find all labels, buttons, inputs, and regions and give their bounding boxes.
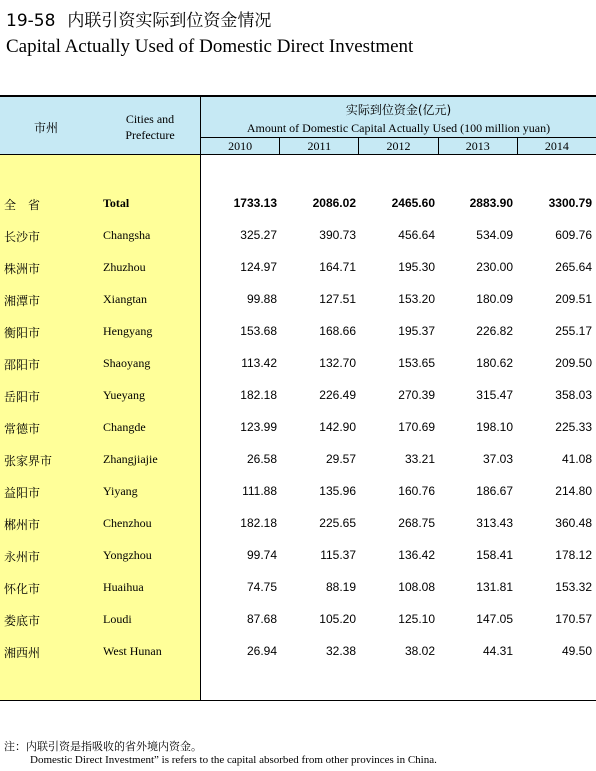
cell-value: 170.69 [398, 420, 435, 434]
row-name-en: Huaihua [103, 580, 144, 594]
cell-value: 270.39 [398, 388, 435, 402]
page-title-en: Capital Actually Used of Domestic Direct Investment [6, 36, 414, 57]
cell-value: 131.81 [476, 580, 513, 594]
cell-value: 2465.60 [391, 196, 435, 210]
cell-value: 534.09 [476, 228, 513, 242]
row-name-en: Total [103, 196, 130, 210]
cell-value: 214.80 [555, 484, 592, 498]
cell-value: 255.17 [555, 324, 592, 338]
year-header: 2011 [279, 138, 358, 155]
cell-value: 315.47 [476, 388, 513, 402]
cell-value: 230.00 [476, 260, 513, 274]
cell-value: 115.37 [320, 548, 356, 562]
year-header: 2010 [228, 139, 253, 153]
cell-value: 26.94 [246, 644, 277, 658]
cell-value: 2883.90 [469, 196, 513, 210]
cell-value: 88.19 [325, 580, 356, 594]
table-row-total [0, 188, 596, 220]
header-measure-en: Amount of Domestic Capital Actually Used (100 million yuan) [246, 121, 551, 135]
table-row [0, 284, 596, 316]
cell-value: 609.76 [555, 228, 592, 242]
row-name-cn: 益阳市 [4, 486, 41, 500]
row-name-cn: 常德市 [4, 422, 41, 436]
cell-value: 158.41 [476, 548, 513, 562]
cell-value: 313.43 [476, 516, 513, 530]
cell-value: 3300.79 [548, 196, 592, 210]
cell-value: 168.66 [319, 324, 356, 338]
row-name-en: Loudi [103, 612, 132, 626]
header-region-cn: 市州 [34, 121, 59, 135]
row-name-cn: 株洲市 [4, 262, 41, 276]
table-row [0, 412, 596, 444]
row-name-en: Shaoyang [103, 356, 151, 370]
table-row [0, 508, 596, 540]
row-name-en: West Hunan [103, 644, 162, 658]
cell-value: 180.09 [476, 292, 513, 306]
cell-value: 41.08 [561, 452, 592, 466]
cell-value: 153.68 [240, 324, 277, 338]
table-row [0, 348, 596, 380]
row-name-cn: 衡阳市 [4, 326, 41, 340]
row-name-en: Yongzhou [103, 548, 152, 562]
cell-value: 180.62 [476, 356, 513, 370]
row-name-en: Changde [103, 420, 146, 434]
page-title-cn [6, 6, 271, 31]
table-row [0, 604, 596, 636]
cell-value: 113.42 [241, 356, 277, 370]
cell-value: 135.96 [319, 484, 356, 498]
cell-value: 108.08 [398, 580, 435, 594]
cell-value: 99.88 [246, 292, 277, 306]
cell-value: 132.70 [319, 356, 356, 370]
cell-value: 105.20 [319, 612, 356, 626]
header-region-en [110, 111, 190, 143]
cell-value: 142.90 [319, 420, 356, 434]
row-name-cn: 邵阳市 [4, 358, 41, 372]
row-name-cn: 岳阳市 [4, 390, 41, 404]
cell-value: 198.10 [476, 420, 513, 434]
cell-value: 136.42 [398, 548, 435, 562]
cell-value: 147.05 [476, 612, 513, 626]
cell-value: 153.20 [398, 292, 435, 306]
row-name-en: Zhangjiajie [103, 452, 158, 466]
cell-value: 195.30 [398, 260, 435, 274]
cell-value: 123.99 [240, 420, 277, 434]
year-header: 2012 [358, 138, 437, 155]
cell-value: 226.49 [319, 388, 356, 402]
header-measure-cn: 实际到位资金(亿元) [345, 103, 452, 117]
cell-value: 225.33 [555, 420, 592, 434]
cell-value: 182.18 [240, 516, 277, 530]
footnote-cn: 注：内联引资是指吸收的省外境内资金。 [4, 740, 202, 753]
cell-value: 225.65 [319, 516, 356, 530]
cell-value: 160.76 [398, 484, 435, 498]
title-cn-text: 内联引资实际到位资金情况 [67, 11, 272, 31]
cell-value: 33.21 [404, 452, 435, 466]
cell-value: 26.58 [246, 452, 277, 466]
table-header [0, 95, 596, 155]
cell-value: 226.82 [476, 324, 513, 338]
table-row [0, 252, 596, 284]
cell-value: 44.31 [482, 644, 513, 658]
row-name-en: Zhuzhou [103, 260, 146, 274]
table-row [0, 220, 596, 252]
table-row [0, 476, 596, 508]
row-name-en: Hengyang [103, 324, 153, 338]
cell-value: 32.38 [325, 644, 356, 658]
cell-value: 195.37 [398, 324, 435, 338]
footnote-en: Domestic Direct Investment” is refers to the capital absorbed from other provinces in China. [30, 754, 437, 766]
cell-value: 37.03 [482, 452, 513, 466]
table-row [0, 572, 596, 604]
cell-value: 29.57 [325, 452, 356, 466]
row-name-en: Yueyang [103, 388, 145, 402]
cell-value: 358.03 [555, 388, 592, 402]
cell-value: 390.73 [319, 228, 356, 242]
row-name-cn: 湘潭市 [4, 294, 41, 308]
cell-value: 325.27 [240, 228, 277, 242]
table-row [0, 380, 596, 412]
row-name-cn: 怀化市 [4, 582, 41, 596]
cell-value: 360.48 [555, 516, 592, 530]
cell-value: 111.88 [242, 484, 277, 498]
cell-value: 456.64 [398, 228, 435, 242]
row-name-cn: 全 省 [4, 198, 41, 212]
cell-value: 268.75 [398, 516, 435, 530]
row-name-cn: 张家界市 [4, 454, 53, 468]
cell-value: 2086.02 [312, 196, 356, 210]
table-row [0, 444, 596, 476]
cell-value: 170.57 [555, 612, 592, 626]
row-name-en: Yiyang [103, 484, 138, 498]
table-bottom-rule [0, 700, 596, 701]
table-number: 19-58 [6, 11, 56, 31]
row-name-en: Changsha [103, 228, 151, 242]
cell-value: 74.75 [246, 580, 277, 594]
row-name-cn: 娄底市 [4, 614, 41, 628]
cell-value: 49.50 [561, 644, 592, 658]
cell-value: 209.51 [555, 292, 592, 306]
year-header: 2013 [438, 138, 517, 155]
row-name-cn: 长沙市 [4, 230, 41, 244]
cell-value: 153.32 [555, 580, 592, 594]
row-name-cn: 湘西州 [4, 646, 41, 660]
row-name-cn: 郴州市 [4, 518, 41, 532]
year-header-row [201, 138, 596, 155]
table-row [0, 636, 596, 668]
cell-value: 99.74 [246, 548, 277, 562]
row-name-en: Chenzhou [103, 516, 152, 530]
cell-value: 178.12 [555, 548, 592, 562]
cell-value: 125.10 [398, 612, 435, 626]
cell-value: 124.97 [240, 260, 277, 274]
cell-value: 127.51 [319, 292, 356, 306]
cell-value: 164.71 [319, 260, 356, 274]
cell-value: 153.65 [398, 356, 435, 370]
cell-value: 186.67 [476, 484, 513, 498]
header-region-en-line2: Prefecture [125, 128, 175, 142]
row-name-cn: 永州市 [4, 550, 41, 564]
cell-value: 38.02 [404, 644, 435, 658]
table-row [0, 316, 596, 348]
cell-value: 182.18 [240, 388, 277, 402]
cell-value: 265.64 [555, 260, 592, 274]
cell-value: 87.68 [246, 612, 277, 626]
year-header: 2014 [517, 138, 596, 155]
cell-value: 1733.13 [233, 196, 277, 210]
table-row [0, 540, 596, 572]
cell-value: 209.50 [555, 356, 592, 370]
header-region-en-line1: Cities and [125, 112, 175, 126]
row-name-en: Xiangtan [103, 292, 147, 306]
